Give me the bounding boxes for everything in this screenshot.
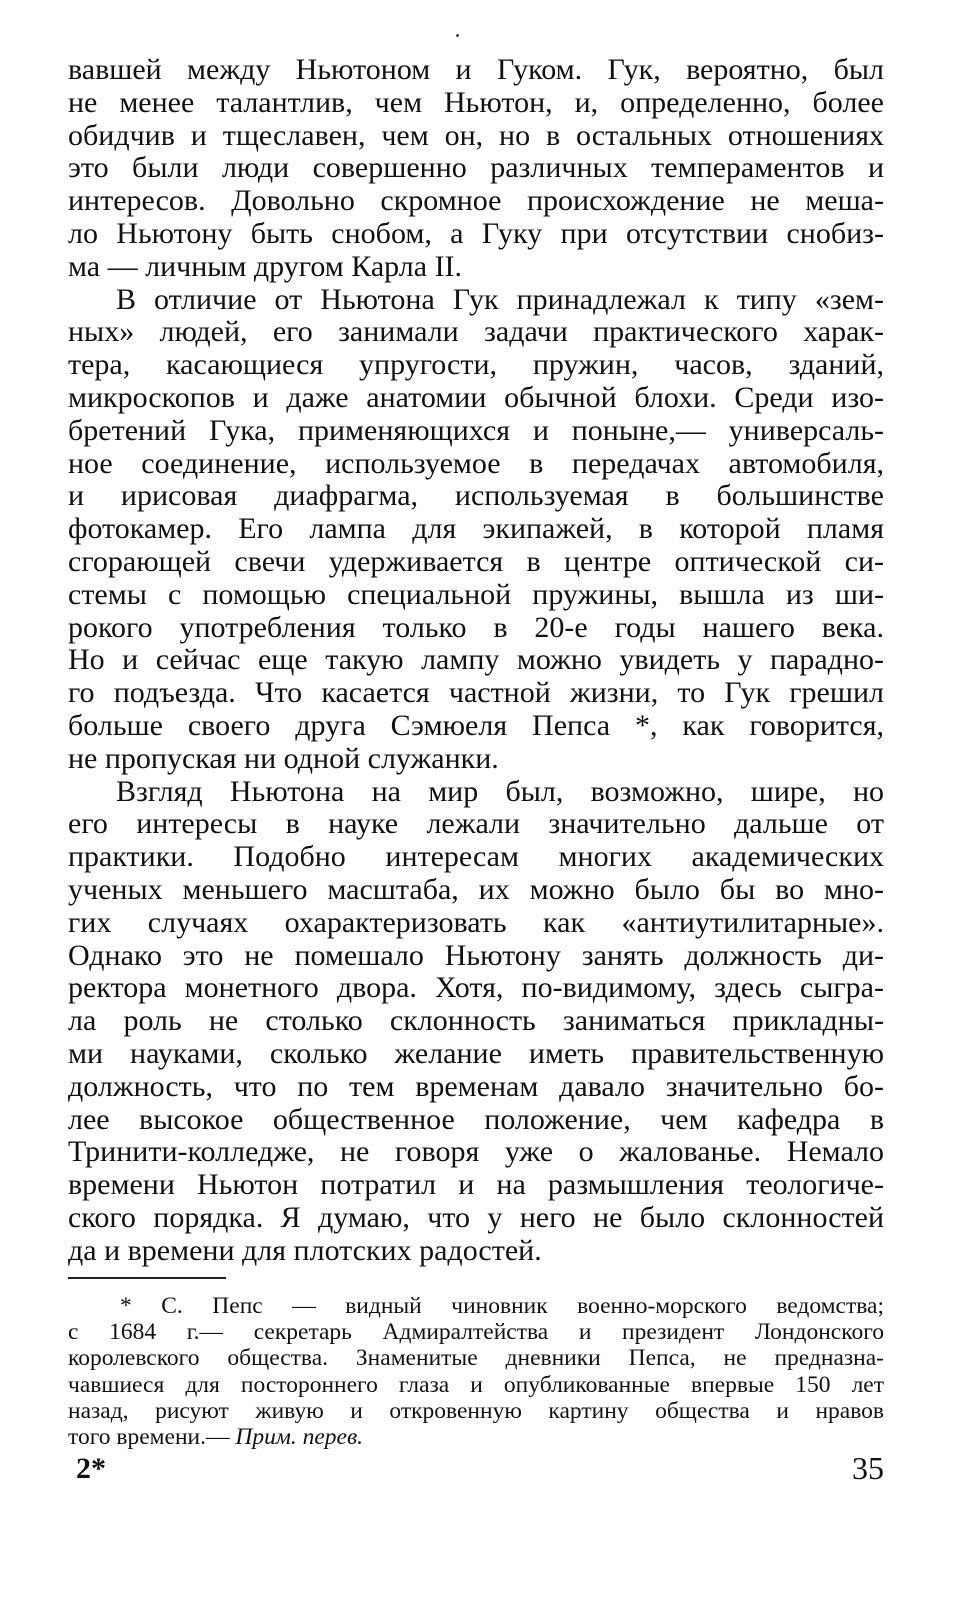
text-line: Взгляд Ньютона на мир был, возможно, шире, но: [116, 774, 884, 808]
text-line: и ирисовая диафрагма, используемая в большинстве: [68, 479, 884, 513]
text-line: времени Ньютон потратил и на размышления теологиче-: [68, 1168, 884, 1202]
text-line: больше своего друга Сэмюеля Пепса *, как говорится,: [68, 708, 884, 742]
footnote-divider: [68, 1277, 226, 1279]
text-line: бретений Гука, применяющихся и поныне,— универсаль-: [68, 413, 884, 447]
text-line: должность, что по тем временам давало значительно бо-: [68, 1069, 884, 1103]
text-line: фотокамер. Его лампа для экипажей, в которой пламя: [68, 512, 884, 546]
text-line: интересов. Довольно скромное происхождение не меша-: [68, 184, 884, 218]
text-line: ло Ньютону быть снобом, а Гуку при отсутствии снобиз-: [68, 216, 884, 250]
text-line: да и времени для плотских радостей.: [68, 1233, 542, 1267]
text-line: стемы с помощью специальной пружины, вышла из ши-: [68, 577, 884, 611]
footnote-last-line: [68, 1424, 884, 1450]
main-text: [68, 54, 884, 1267]
footnote-tail-text: того времени.—: [68, 1423, 236, 1450]
text-line: практики. Подобно интересам многих академических: [68, 840, 884, 874]
footnote-line: королевского общества. Знаменитые дневники Пепса, не предназна-: [68, 1345, 884, 1372]
text-line: гих случаях охарактеризовать как «антиутилитарные».: [68, 905, 884, 939]
text-line: В отличие от Ньютона Гук принадлежал к типу «зем-: [116, 282, 884, 316]
text-line: го подъезда. Что касается частной жизни, то Гук грешил: [68, 676, 884, 710]
footnote-line: назад, рисуют живую и откровенную картину общества и нравов: [68, 1397, 884, 1424]
text-line: его интересы в науке лежали значительно дальше от: [68, 807, 884, 841]
text-line: сгорающей свечи удерживается в центре оптической си-: [68, 544, 884, 578]
signature-mark: 2*: [76, 1452, 106, 1485]
text-line: ное соединение, используемое в передачах автомобиля,: [68, 446, 884, 480]
translator-note: Прим. перев.: [235, 1423, 364, 1450]
text-line: не пропуская ни одной служанки.: [68, 741, 499, 775]
text-line: микроскопов и даже анатомии обычной блохи. Среди изо-: [68, 380, 884, 414]
text-line: вавшей между Ньютоном и Гуком. Гук, вероятно, был: [68, 53, 884, 86]
footnote-line: с 1684 г.— секретарь Адмиралтейства и президент Лондонского: [68, 1319, 884, 1346]
text-line: ла роль не столько склонность заниматься прикладны-: [68, 1004, 884, 1038]
text-line: не менее талантлив, чем Ньютон, и, определенно, более: [68, 85, 884, 119]
footnote-line: чавшиеся для постороннего глаза и опубликованные впервые 150 лет: [68, 1371, 884, 1398]
text-line: ма — личным другом Карла II.: [68, 249, 463, 283]
text-line: ученых меньшего масштаба, их можно было бы во мно-: [68, 872, 884, 906]
text-line: Но и сейчас еще такую лампу можно увидеть у парадно-: [68, 643, 884, 677]
text-line: ных» людей, его занимали задачи практического харак-: [68, 315, 884, 349]
text-line: Тринити-колледже, не говоря уже о жалованье. Немало: [68, 1135, 884, 1169]
text-line: Однако это не помешало Ньютону занять должность ди-: [68, 938, 884, 972]
text-line: ректора монетного двора. Хотя, по-видимому, здесь сыгра-: [68, 971, 884, 1005]
text-line: это были люди совершенно различных темпераментов и: [68, 151, 884, 185]
footnote: [68, 1293, 884, 1450]
page-number: 35: [852, 1450, 884, 1486]
print-dot: [456, 34, 459, 37]
text-line: рокого употребления только в 20-е годы нашего века.: [68, 610, 884, 644]
text-line: ского порядка. Я думаю, что у него не было склонностей: [68, 1200, 884, 1234]
text-line: тера, касающиеся упругости, пружин, часов, зданий,: [68, 348, 884, 382]
text-line: обидчив и тщеславен, чем он, но в остальных отношениях: [68, 118, 884, 152]
text-line: лее высокое общественное положение, чем кафедра в: [68, 1102, 884, 1136]
footnote-line: * С. Пепс — видный чиновник военно-морского ведомства;: [120, 1293, 884, 1319]
text-line: ми науками, сколько желание иметь правительственную: [68, 1036, 884, 1070]
